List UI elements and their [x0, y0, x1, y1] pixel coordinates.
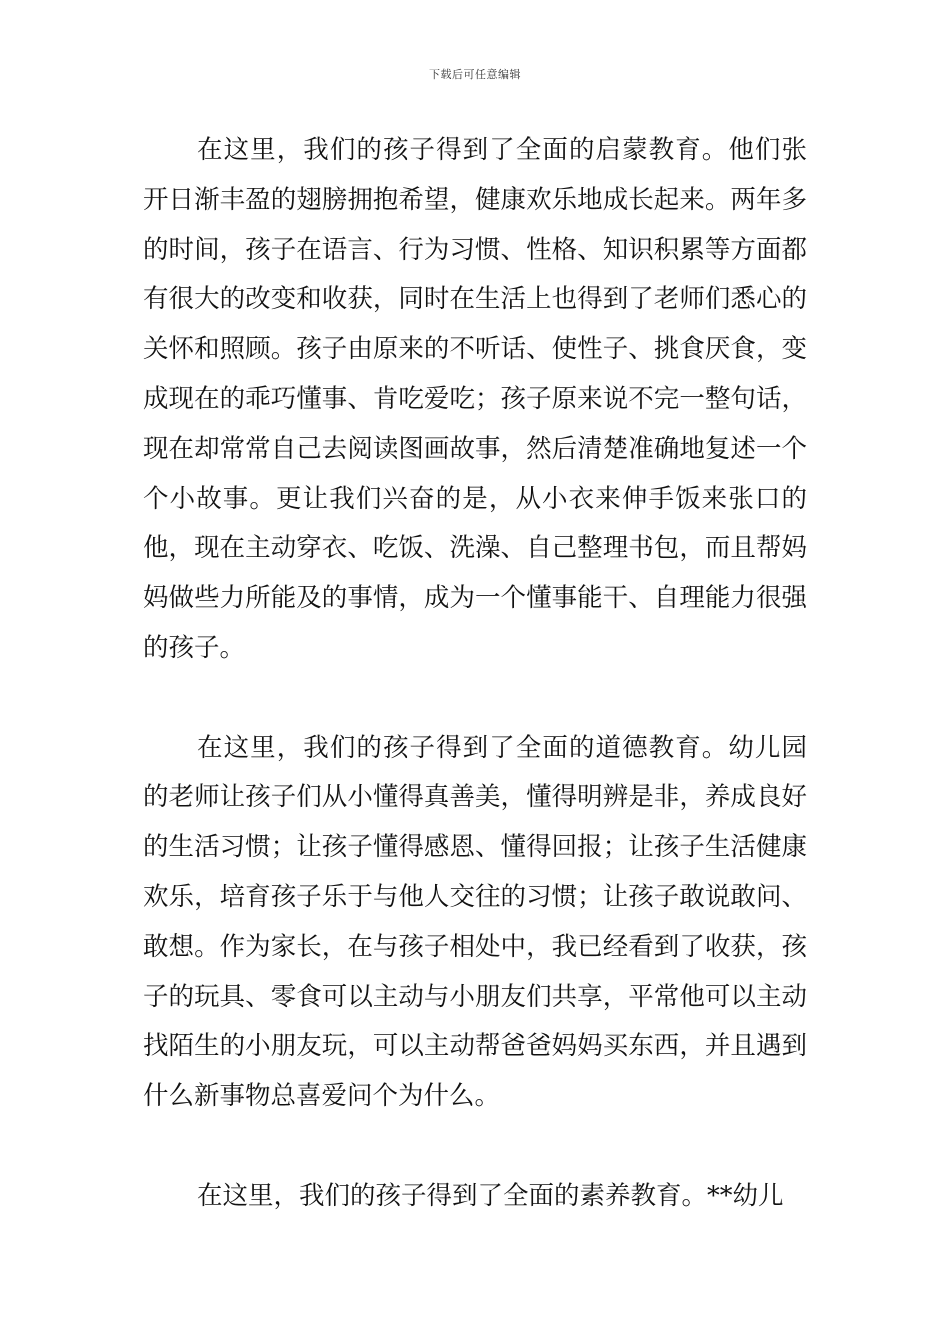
- paragraph-moral-education: 在这里，我们的孩子得到了全面的道德教育。幼儿园的老师让孩子们从小懂得真善美，懂得明辨是非，养成良好的生活习惯；让孩子懂得感恩、懂得回报；让孩子生活健康欢乐，培育孩子乐于与他人交往的习惯；让孩子敢说敢问、敢想。作为家长，在与孩子相处中，我已经看到了收获，孩子的玩具、零食可以主动与小朋友们共享，平常他可以主动找陌生的小朋友玩，可以主动帮爸爸妈妈买东西，并且遇到什么新事物总喜爱问个为什么。: [143, 732, 807, 1112]
- paragraph-enlightenment-education: 在这里，我们的孩子得到了全面的启蒙教育。他们张开日渐丰盈的翅膀拥抱希望，健康欢乐地成长起来。两年多的时间，孩子在语言、行为习惯、性格、知识积累等方面都有很大的改变和收获，同时在生活上也得到了老师们悉心的关怀和照顾。孩子由原来的不听话、使性子、挑食厌食，变成现在的乖巧懂事、肯吃爱吃；孩子原来说不完一整句话，现在却常常自己去阅读图画故事，然后清楚准确地复述一个个小故事。更让我们兴奋的是，从小衣来伸手饭来张口的他，现在主动穿衣、吃饭、洗澡、自己整理书包，而且帮妈妈做些力所能及的事情，成为一个懂事能干、自理能力很强的孩子。: [143, 135, 807, 663]
- paragraph-quality-education: 在这里，我们的孩子得到了全面的素养教育。**幼儿: [197, 1180, 784, 1211]
- page-header: 下载后可任意编辑: [429, 68, 521, 81]
- document-body: [143, 126, 807, 1222]
